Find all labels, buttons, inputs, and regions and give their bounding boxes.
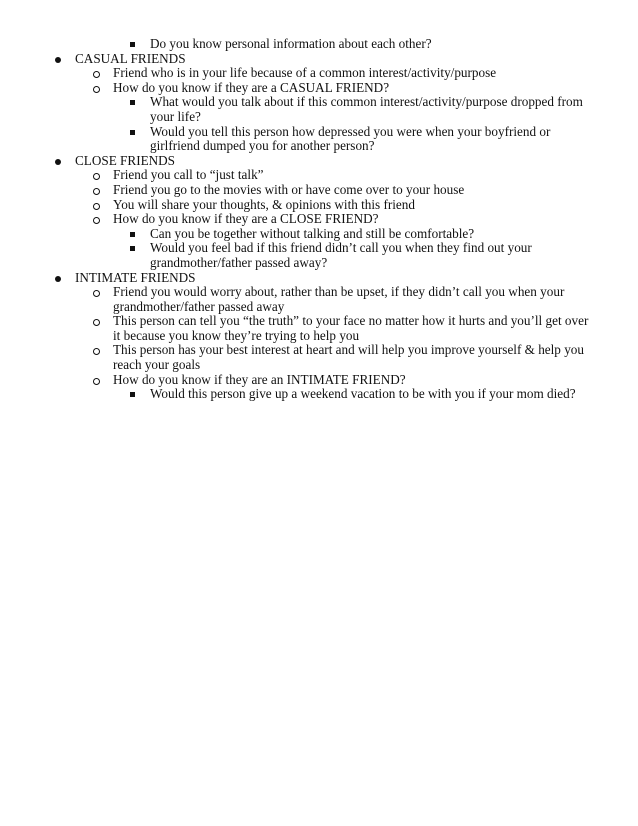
- list-item-text: How do you know if they are an INTIMATE FRIEND?: [113, 371, 406, 387]
- list-item-level-2: [0, 198, 598, 213]
- list-item-level-3: [0, 241, 598, 270]
- list-item-text: Friend you go to the movies with or have come over to your house: [113, 181, 465, 197]
- list-item-text: CASUAL FRIENDS: [75, 50, 186, 66]
- list-item-level-3: [0, 227, 598, 242]
- bullet-circle-icon: [93, 86, 100, 93]
- list-item-text: Friend who is in your life because of a common interest/activity/purpose: [113, 65, 497, 81]
- list-item-text: CLOSE FRIENDS: [75, 152, 176, 168]
- list-item-level-1: [0, 271, 598, 286]
- bullet-square-icon: [130, 246, 135, 251]
- list-item-level-2: [0, 285, 598, 314]
- list-item-level-2: [0, 373, 598, 388]
- outline-list: [0, 37, 638, 402]
- bullet-square-icon: [130, 100, 135, 105]
- list-item-text: Can you be together without talking and still be comfortable?: [150, 225, 475, 241]
- bullet-circle-icon: [93, 71, 100, 78]
- bullet-circle-icon: [93, 217, 100, 224]
- bullet-square-icon: [130, 392, 135, 397]
- list-item-level-2: [0, 183, 598, 198]
- bullet-circle-icon: [93, 290, 100, 297]
- bullet-circle-icon: [93, 378, 100, 385]
- list-item-text: How do you know if they are a CASUAL FRIEND?: [113, 79, 390, 95]
- bullet-square-icon: [130, 42, 135, 47]
- list-item-text: Do you know personal information about each other?: [150, 36, 432, 51]
- list-item-level-3: [0, 37, 598, 52]
- list-item-level-2: [0, 343, 598, 372]
- list-item-text: INTIMATE FRIENDS: [75, 269, 196, 285]
- bullet-square-icon: [130, 232, 135, 237]
- bullet-circle-icon: [93, 319, 100, 326]
- list-item-level-2: [0, 314, 598, 343]
- list-item-level-3: [0, 95, 598, 124]
- bullet-disc-icon: [55, 159, 61, 165]
- list-item-level-3: [0, 125, 598, 154]
- bullet-circle-icon: [93, 203, 100, 210]
- list-item-level-2: [0, 168, 598, 183]
- list-item-level-3: [0, 387, 598, 402]
- list-item-text: This person has your best interest at heart and will help you improve yourself & help you reach your goals: [113, 342, 584, 373]
- bullet-disc-icon: [55, 276, 61, 282]
- list-item-level-1: [0, 52, 598, 67]
- list-item-text: Would you feel bad if this friend didn’t call you when they find out your grandmother/father passed away?: [150, 240, 532, 270]
- list-item-text: What would you talk about if this common interest/activity/purpose dropped from your life?: [150, 94, 583, 124]
- list-item-text: Would this person give up a weekend vacation to be with you if your mom died?: [150, 386, 576, 402]
- list-item-level-2: [0, 66, 598, 81]
- bullet-disc-icon: [55, 57, 61, 63]
- bullet-circle-icon: [93, 173, 100, 180]
- list-item-text: This person can tell you “the truth” to your face no matter how it hurts and you’ll get over it because you know they’re trying to help you: [113, 313, 589, 343]
- list-item-text: Friend you would worry about, rather than be upset, if they didn’t call you when your grandmother/father passed away: [113, 284, 565, 314]
- list-item-level-1: [0, 154, 598, 169]
- bullet-circle-icon: [93, 188, 100, 195]
- list-item-text: You will share your thoughts, & opinions with this friend: [113, 196, 415, 212]
- list-item-text: Friend you call to “just talk”: [113, 167, 264, 183]
- bullet-square-icon: [130, 130, 135, 135]
- list-item-text: Would you tell this person how depressed you were when your boyfriend or girlfriend dumped you for another person?: [150, 123, 551, 154]
- list-item-level-2: [0, 212, 598, 227]
- list-item-text: How do you know if they are a CLOSE FRIEND?: [113, 211, 379, 227]
- list-item-level-2: [0, 81, 598, 96]
- bullet-circle-icon: [93, 348, 100, 355]
